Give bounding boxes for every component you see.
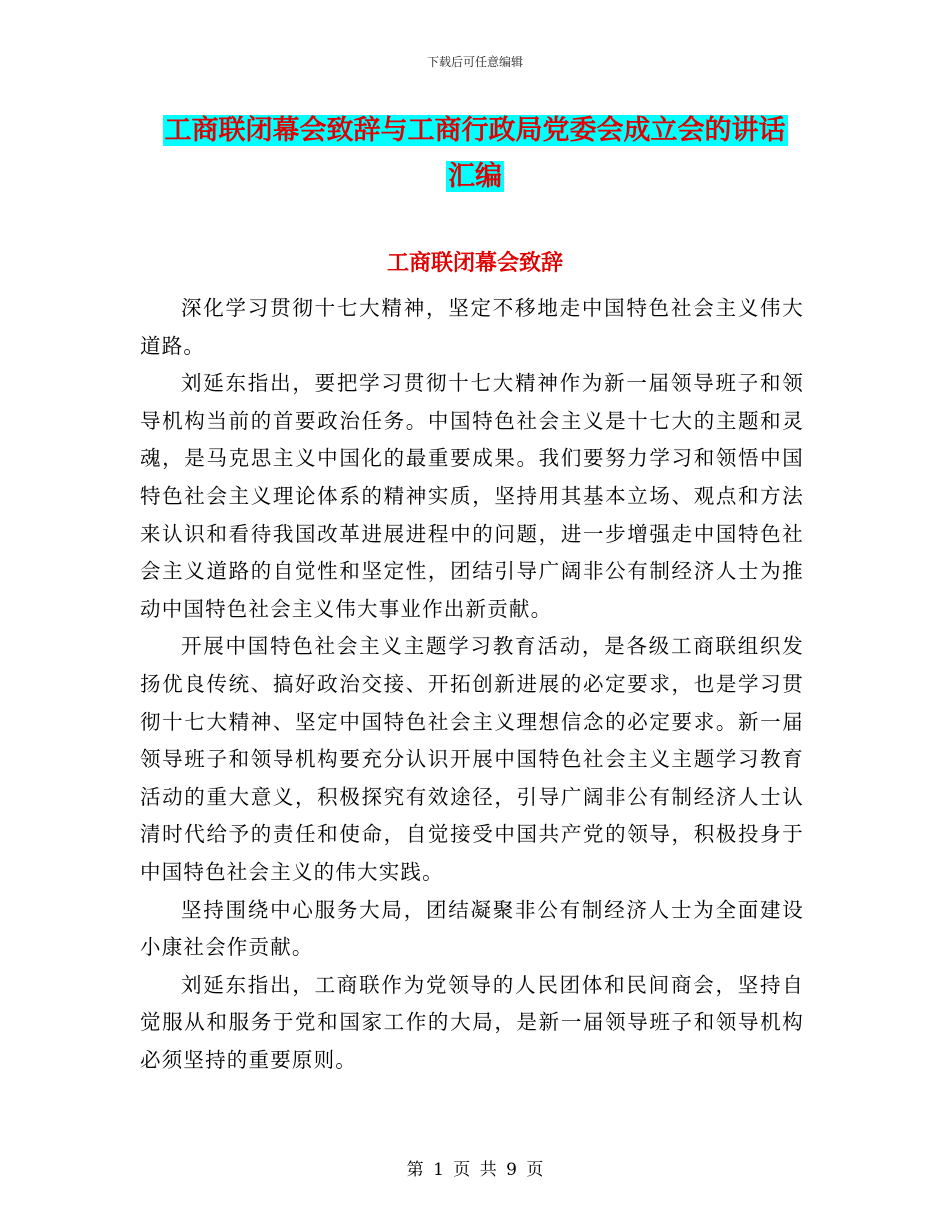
document-title (140, 108, 810, 200)
page-number-footer: 第 1 页 共 9 页 (406, 1160, 544, 1180)
paragraph: 深化学习贯彻十七大精神，坚定不移地走中国特色社会主义伟大道路。 (140, 296, 804, 358)
header-note: 下载后可任意编辑 (426, 55, 523, 69)
paragraph: 坚持围绕中心服务大局，团结凝聚非公有制经济人士为全面建设小康社会作贡献。 (140, 897, 804, 960)
document-title-line-1: 工商联闭幕会致辞与工商行政局党委会成立会的讲话 (164, 115, 786, 146)
paragraph: 刘延东指出，要把学习贯彻十七大精神作为新一届领导班子和领导机构当前的首要政治任务。中国特色社会主义是十七大的主题和灵魂，是马克思主义中国化的最重要成果。我们要努力学习和领悟中国特色社会主义理论体系的精神实质，坚持用其基本立场、观点和方法来认识和看待我国改革进展进程中的问题，进一步增强走中国特色社会主义道路的自觉性和坚定性，团结引导广阔非公有制经济人士为推动中国特色社会主义伟大事业作出新贡献。 (140, 371, 804, 621)
body-text (140, 290, 804, 1079)
section-title: 工商联闭幕会致辞 (386, 250, 563, 276)
document-title-line-2: 汇编 (448, 161, 502, 192)
paragraph: 开展中国特色社会主义主题学习教育活动，是各级工商联组织发扬优良传统、搞好政治交接、开拓创新进展的必定要求，也是学习贯彻十七大精神、坚定中国特色社会主义理想信念的必定要求。新一届领导班子和领导机构要充分认识开展中国特色社会主义主题学习教育活动的重大意义，积极探究有效途径，引导广阔非公有制经济人士认清时代给予的责任和使命，自觉接受中国共产党的领导，积极投身于中国特色社会主义的伟大实践。 (140, 634, 804, 884)
paragraph: 刘延东指出，工商联作为党领导的人民团体和民间商会，坚持自觉服从和服务于党和国家工作的大局，是新一届领导班子和领导机构必须坚持的重要原则。 (140, 972, 804, 1072)
